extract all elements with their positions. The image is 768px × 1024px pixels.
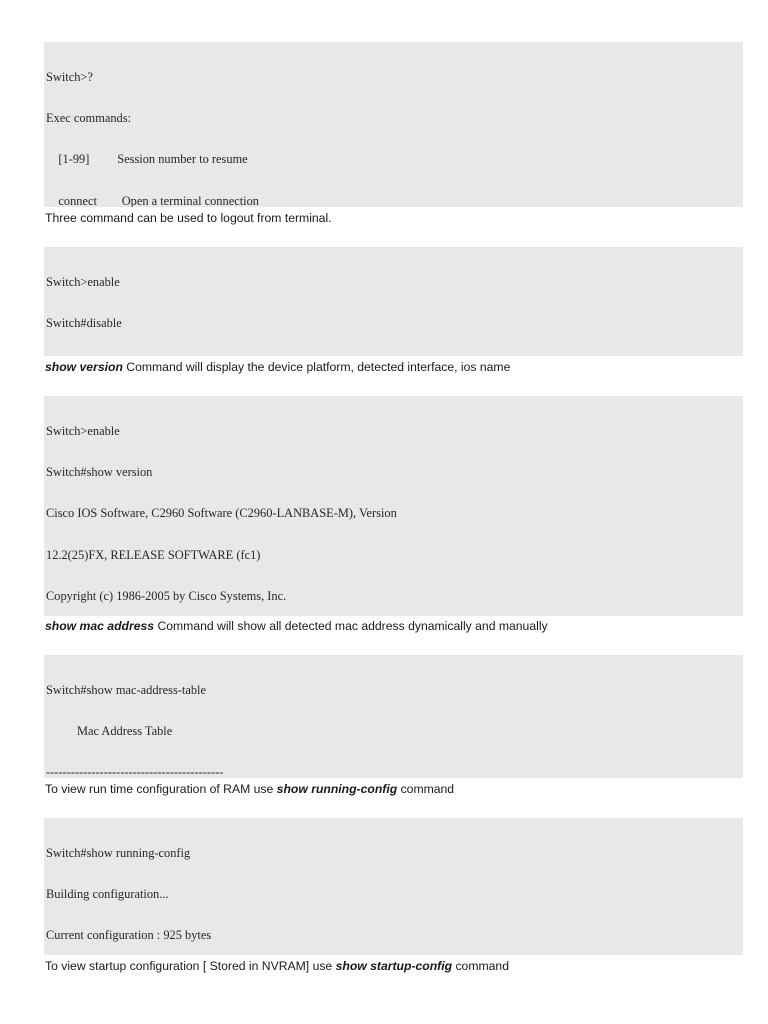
code-line: Switch#show mac-address-table <box>46 682 207 697</box>
paragraph-text: To view run time configuration of RAM use <box>45 782 277 796</box>
code-line: Cisco IOS Software, C2960 Software (C2960-LANBASE-M), Version <box>46 506 397 521</box>
paragraph-text: Command will display the device platform, detected interface, ios name <box>122 360 511 374</box>
paragraph-text: command <box>452 959 509 973</box>
paragraph-text: To view startup configuration [ Stored in NVRAM] use <box>45 959 336 973</box>
code-line: Switch#show running-config <box>46 845 191 860</box>
command-emphasis: show version <box>45 360 123 374</box>
code-line: Switch>enable <box>46 423 120 438</box>
code-line: Mac Address Table <box>46 723 173 738</box>
code-line: Switch>? <box>46 69 93 84</box>
code-line: [1-99] Session number to resume <box>46 152 248 167</box>
code-block-running-config <box>44 818 743 955</box>
code-block-exec-commands <box>44 42 743 207</box>
paragraph-text: command <box>397 782 455 796</box>
paragraph-running-config <box>45 781 743 797</box>
paragraph-startup-config <box>45 958 743 974</box>
code-line: ------------------------------------------- <box>46 765 224 778</box>
code-line: Exec commands: <box>46 110 131 125</box>
code-line: 12.2(25)FX, RELEASE SOFTWARE (fc1) <box>46 547 261 562</box>
code-line: Switch#disable <box>46 315 122 330</box>
command-emphasis: show running-config <box>276 782 398 796</box>
code-line: Building configuration... <box>46 886 169 901</box>
paragraph-logout-note <box>45 210 743 226</box>
code-line: Switch>enable <box>46 274 120 289</box>
code-line: Copyright (c) 1986-2005 by Cisco Systems, Inc. <box>46 589 287 604</box>
command-emphasis: show startup-config <box>335 959 453 973</box>
command-emphasis: show mac address <box>45 619 155 633</box>
code-line: connect Open a terminal connection <box>46 193 259 207</box>
code-line: Current configuration : 925 bytes <box>46 928 212 943</box>
code-line: Switch#show version <box>46 464 153 479</box>
paragraph-text: Command will show all detected mac address dynamically and manually <box>154 619 548 633</box>
paragraph-text: Three command can be used to logout from terminal. <box>45 211 332 225</box>
code-block-mac-address-table <box>44 655 743 778</box>
paragraph-show-version <box>45 359 743 375</box>
code-block-logout <box>44 247 743 356</box>
paragraph-show-mac-address <box>45 618 743 634</box>
code-block-show-version <box>44 396 743 616</box>
